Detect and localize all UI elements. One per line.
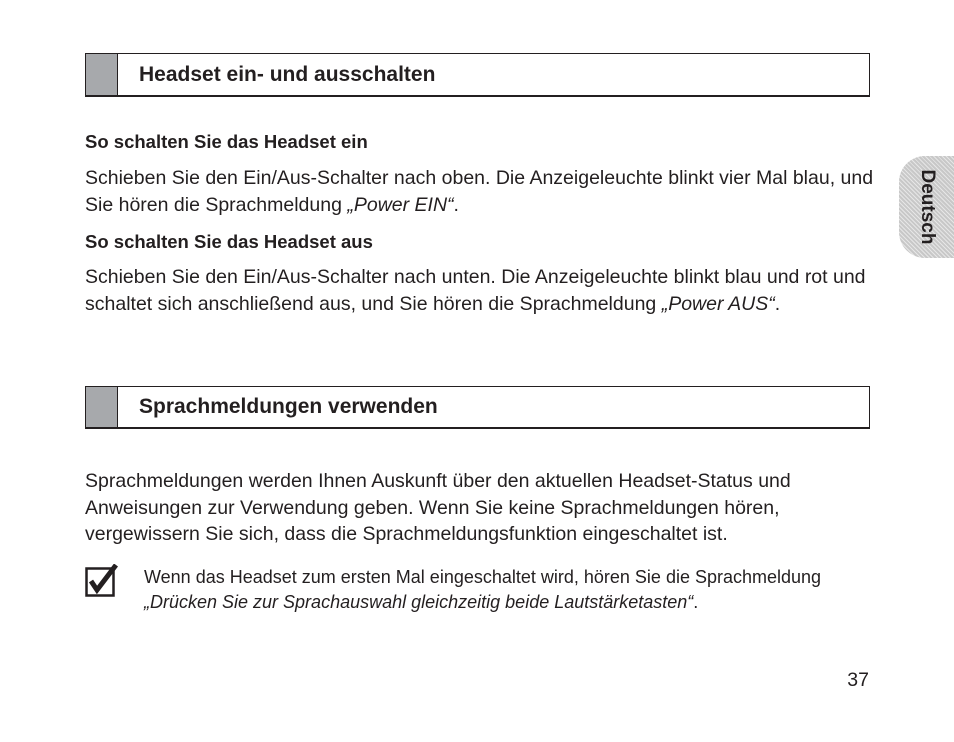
- paragraph-power-on: Schieben Sie den Ein/Aus-Schalter nach oben. Die Anzeigeleuchte blinkt vier Mal blau, und Sie hören die Sprachmeldung „Power EIN“.: [85, 167, 874, 216]
- subheading-power-on: So schalten Sie das Headset ein: [85, 131, 368, 152]
- checkbox-check-icon: [85, 564, 118, 597]
- page-number: 37: [847, 669, 869, 691]
- section-marker: [86, 387, 118, 427]
- paragraph-voice-prompts: Sprachmeldungen werden Ihnen Auskunft über den aktuellen Headset-Status und Anweisungen zur Verwendung geben. Wenn Sie keine Sprachmeldungen hören, vergewissern Sie sich, dass die Sprachmeldungsfunktion eingeschaltet ist.: [85, 470, 791, 545]
- language-tab: [899, 156, 954, 258]
- subheading-power-off: So schalten Sie das Headset aus: [85, 231, 373, 252]
- section-header-power: [85, 53, 870, 97]
- note-text: Wenn das Headset zum ersten Mal eingeschaltet wird, hören Sie die Sprachmeldung „Drücken Sie zur Sprachauswahl gleichzeitig beide Lautstärketasten“.: [144, 567, 822, 612]
- voice-prompt-quote: „Drücken Sie zur Sprachauswahl gleichzeitig beide Lautstärketasten“: [144, 591, 694, 612]
- paragraph-power-off: Schieben Sie den Ein/Aus-Schalter nach unten. Die Anzeigeleuchte blinkt blau und rot und schaltet sich anschließend aus, und Sie hören die Sprachmeldung „Power AUS“.: [85, 266, 866, 315]
- section-marker: [86, 54, 118, 95]
- section-header-voice-prompts: [85, 386, 870, 429]
- section-title: Sprachmeldungen verwenden: [139, 395, 438, 418]
- section-title: Headset ein- und ausschalten: [139, 62, 436, 86]
- voice-prompt-quote: „Power EIN“: [347, 193, 454, 216]
- language-tab-label: Deutsch: [916, 169, 938, 245]
- voice-prompt-quote: „Power AUS“: [661, 292, 775, 315]
